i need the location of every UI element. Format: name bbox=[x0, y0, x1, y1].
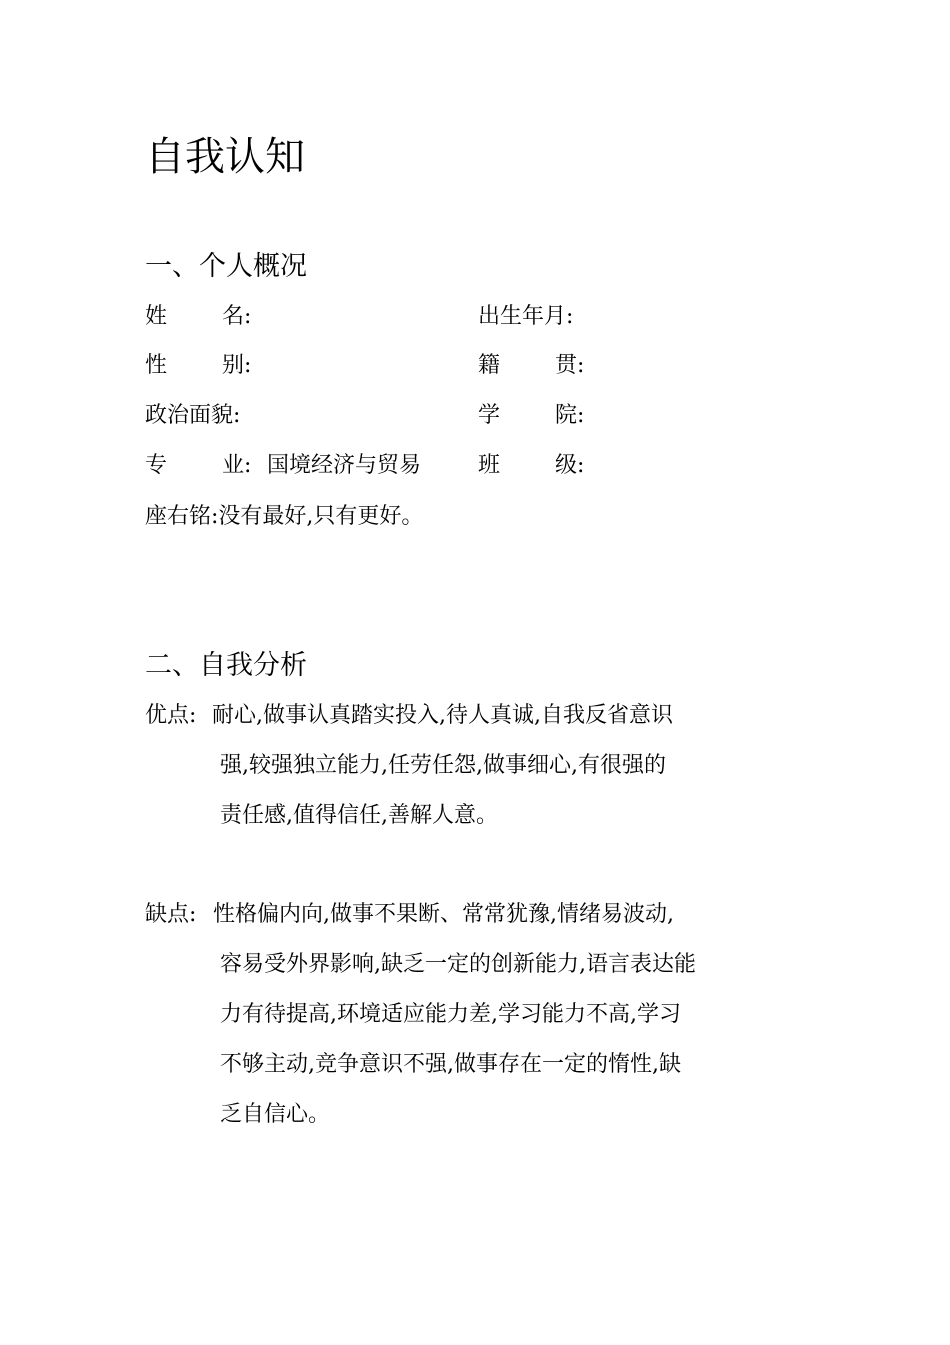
section-heading-personal-overview: 一、个人概况 bbox=[145, 251, 307, 282]
field-hometown-label: 籍 贯: bbox=[478, 353, 585, 378]
weaknesses-line: 力有待提高,环境适应能力差,学习能力不高,学习 bbox=[220, 1002, 681, 1027]
section-heading-self-analysis: 二、自我分析 bbox=[145, 650, 307, 681]
weaknesses-block bbox=[145, 900, 755, 1140]
field-gender-label: 性 别: bbox=[145, 353, 252, 378]
field-name-label: 姓 名: bbox=[145, 304, 252, 329]
field-major-label: 专 业: bbox=[145, 453, 252, 478]
field-class bbox=[478, 451, 588, 481]
strengths-line: 强,较强独立能力,任劳任怨,做事细心,有很强的 bbox=[220, 753, 666, 778]
weaknesses-line: 不够主动,竞争意识不强,做事存在一定的惰性,缺 bbox=[220, 1052, 681, 1077]
strengths-block bbox=[145, 701, 755, 841]
strengths-lead: 优点: bbox=[145, 703, 197, 728]
weaknesses-line: 性格偏内向,做事不果断、常常犹豫,情绪易波动, bbox=[213, 902, 674, 927]
field-birth-label: 出生年月: bbox=[478, 304, 574, 329]
field-major-value: 国境经济与贸易 bbox=[267, 453, 422, 478]
field-class-label: 班 级: bbox=[478, 453, 585, 478]
motto: 座右铭:没有最好,只有更好。 bbox=[145, 504, 424, 529]
field-hometown bbox=[478, 351, 588, 381]
field-birth bbox=[478, 302, 573, 332]
field-gender bbox=[145, 351, 255, 381]
strengths-line: 耐心,做事认真踏实投入,待人真诚,自我反省意识 bbox=[212, 703, 673, 728]
weaknesses-lead: 缺点: bbox=[145, 902, 197, 927]
strengths-line: 责任感,值得信任,善解人意。 bbox=[220, 803, 498, 828]
page-title: 自我认知 bbox=[145, 134, 305, 180]
field-politics-label: 政治面貌: bbox=[145, 403, 241, 428]
field-major bbox=[145, 451, 421, 481]
weaknesses-line: 容易受外界影响,缺乏一定的创新能力,语言表达能 bbox=[220, 952, 696, 977]
field-college-label: 学 院: bbox=[478, 403, 585, 428]
field-name bbox=[145, 302, 255, 332]
field-politics bbox=[145, 401, 240, 431]
field-college bbox=[478, 401, 588, 431]
weaknesses-line: 乏自信心。 bbox=[220, 1102, 331, 1127]
